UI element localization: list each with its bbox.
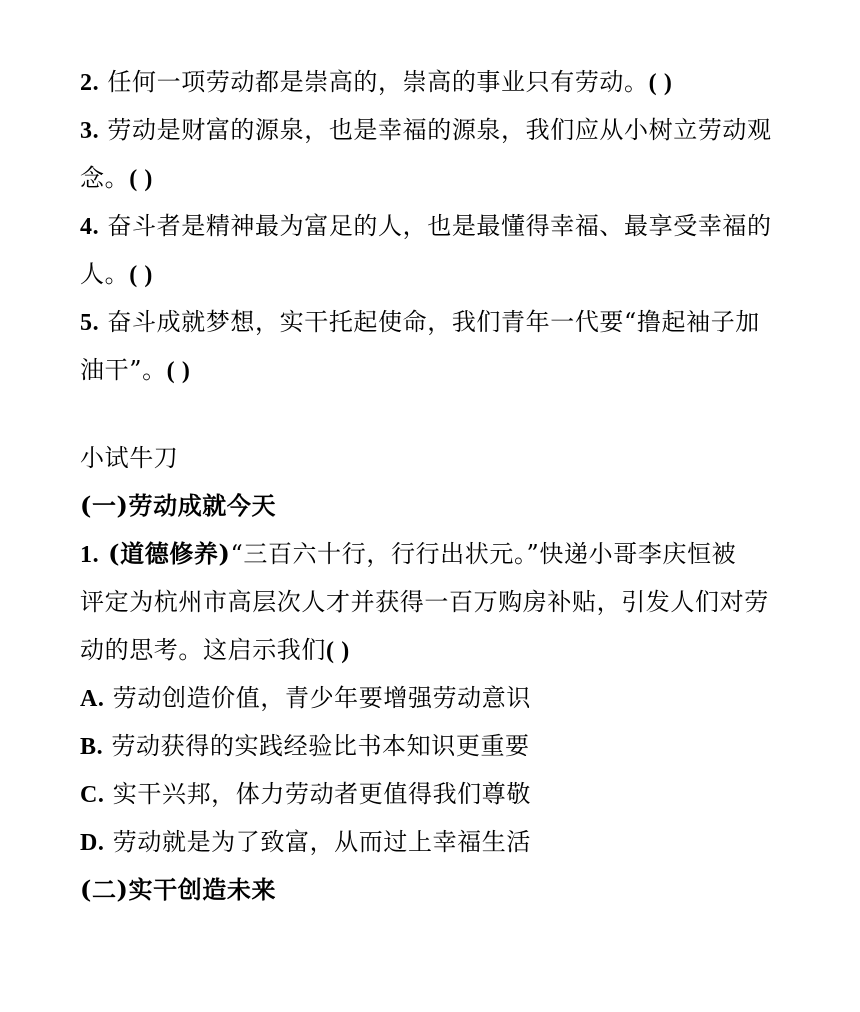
- question-4-line-1: [80, 202, 800, 250]
- question-text: 劳动是财富的源泉，也是幸福的源泉，我们应从小树立劳动观: [99, 116, 772, 144]
- option-letter: C.: [80, 782, 105, 808]
- option-a: [80, 674, 800, 722]
- mc-question-1-line-2: [80, 578, 800, 626]
- question-text: “三百六十行，行行出状元。”快递小哥李庆恒被: [230, 540, 737, 568]
- option-text: 实干兴邦，体力劳动者更值得我们尊敬: [104, 780, 531, 808]
- question-text: 奋斗者是精神最为富足的人，也是最懂得幸福、最享受幸福的: [99, 212, 772, 240]
- question-text: 油干”。: [80, 356, 167, 384]
- question-text: 人。: [80, 260, 130, 288]
- option-b: [80, 722, 800, 770]
- part-2-heading: (二)实干创造未来: [80, 875, 277, 904]
- question-text: 奋斗成就梦想，实干托起使命，我们青年一代要“撸起袖子加: [99, 308, 760, 336]
- option-letter: A.: [80, 686, 105, 712]
- answer-blank: ( ): [648, 70, 673, 96]
- question-number: 5.: [80, 310, 100, 336]
- question-5-line-1: [80, 298, 800, 346]
- question-2: [80, 58, 800, 106]
- question-4-line-2: [80, 250, 800, 298]
- question-number: 1.: [80, 542, 100, 568]
- answer-blank: ( ): [129, 262, 153, 288]
- answer-blank: ( ): [166, 358, 191, 384]
- question-text: 念。: [80, 164, 130, 192]
- option-c: [80, 770, 800, 818]
- question-text: 任何一项劳动都是崇高的，崇高的事业只有劳动。: [99, 68, 649, 96]
- spacer: [80, 394, 800, 434]
- option-text: 劳动就是为了致富，从而过上幸福生活: [104, 828, 531, 856]
- option-d: [80, 818, 800, 866]
- option-letter: D.: [80, 830, 105, 856]
- question-text: 动的思考。这启示我们: [80, 636, 326, 664]
- question-3-line-1: [80, 106, 800, 154]
- answer-blank: ( ): [326, 638, 350, 664]
- document-page: [80, 58, 800, 914]
- section-title: 小试牛刀: [80, 444, 179, 472]
- question-text: 评定为杭州市高层次人才并获得一百万购房补贴，引发人们对劳: [80, 588, 769, 616]
- option-text: 劳动获得的实践经验比书本知识更重要: [103, 732, 530, 760]
- question-number: 4.: [80, 214, 100, 240]
- question-tag: (道德修养): [99, 539, 231, 568]
- answer-blank: ( ): [129, 166, 153, 192]
- part-1-heading: (一)劳动成就今天: [80, 491, 277, 520]
- question-5-line-2: [80, 346, 800, 394]
- mc-question-1-line-1: [80, 530, 800, 578]
- question-number: 2.: [80, 70, 100, 96]
- question-3-line-2: [80, 154, 800, 202]
- mc-question-1-line-3: [80, 626, 800, 674]
- option-text: 劳动创造价值，青少年要增强劳动意识: [104, 684, 531, 712]
- question-number: 3.: [80, 118, 100, 144]
- option-letter: B.: [80, 734, 104, 760]
